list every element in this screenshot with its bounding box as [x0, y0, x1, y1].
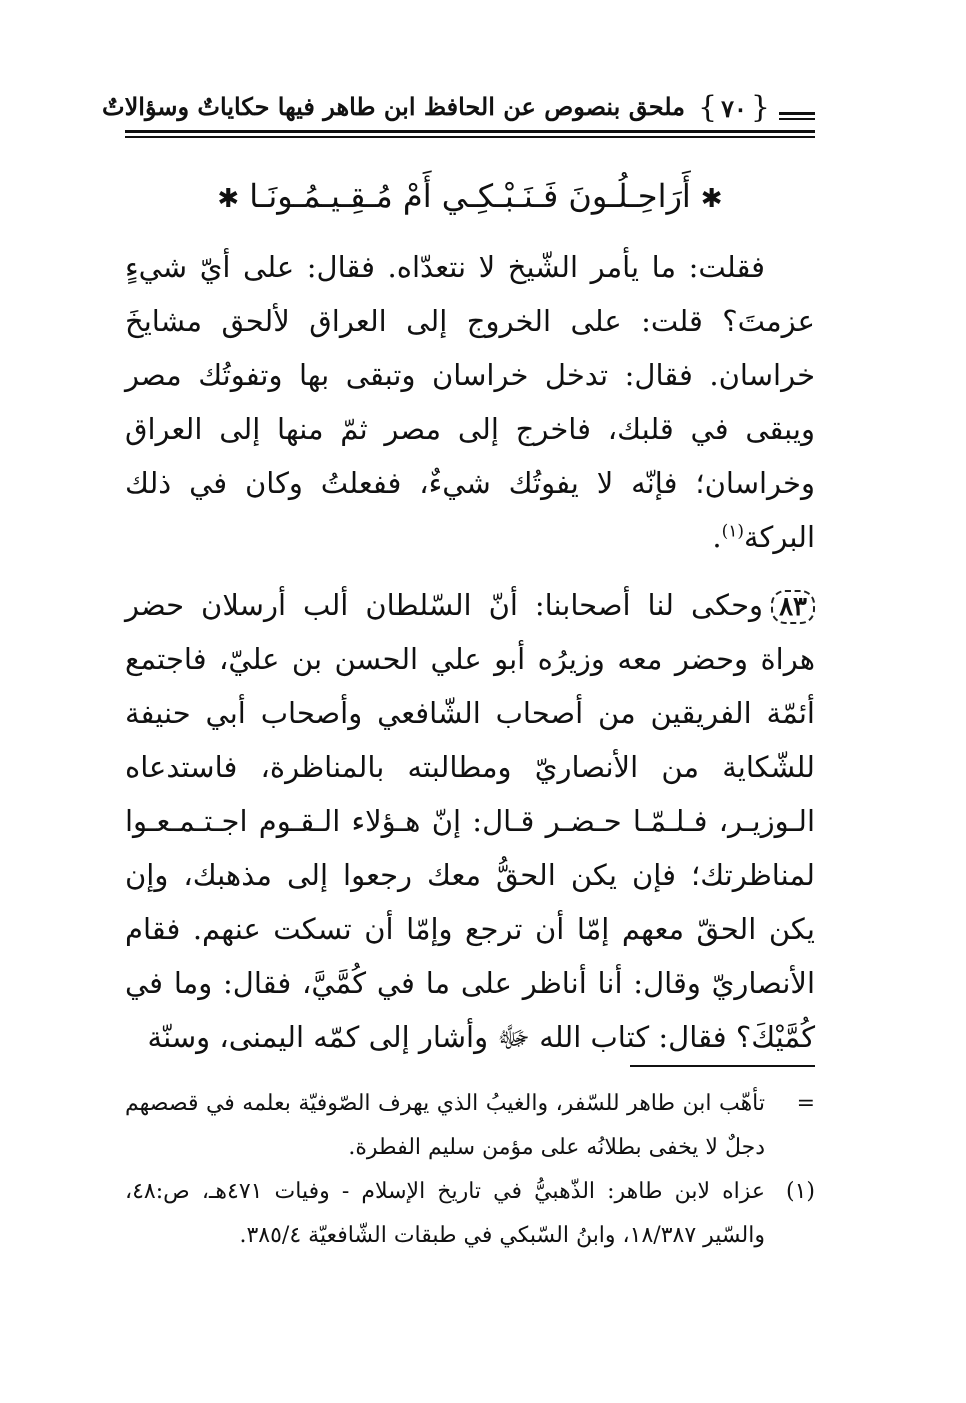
paragraph-text: وحكى لنا أصحابنا: أنّ السّلطان ألب أرسلان حضر هراة وحضر معه وزيرُه أبو علي الحسن بن عليّ، فاجتمع أئمّة الفريقين من أصحاب الشّافعي وأصحاب أبي حنيفة للشّكاية من الأنصاريّ ومطالبته بالمناظرة، فاستدعاه الـوزيـر، فـلـمّـا حـضـر قـال: إنّ هـؤلاء الـقـوم اجـتـمـعـوا لمناظرتك؛ فإن يكن الحقُّ معك رجعوا إلى مذهبك، وإن يكن الحقّ معهم إمّا أن ترجع وإمّا أن تسكت عنهم. فقام الأنصاريّ وقال: أنا أناظر على ما في كُمَّيَّ، فقال: وما في كُمَّيْكَ؟ فقال: كتاب الله ﷻ وأشار إلى كمّه اليمنى، وسنّة [125, 588, 815, 1054]
footnote-text: تأهّب ابن طاهر للسّفر، والغيبُ الذي يهرف الصّوفيّة بعلمه في قصصهم دجلٌ لا يخفى بطلانُه على مؤمن سليم الفطرة. [125, 1091, 765, 1160]
footnote-text: عزاه لابن طاهر: الذّهبيُّ في تاريخ الإسلام - وفيات ٤٧١هـ، ص:٤٨، والسّير ١٨/٣٨٧، وابنُ السّبكي في طبقات الشّافعيّة ٣٨٥/٤. [125, 1179, 765, 1248]
poetry-verse [125, 170, 815, 225]
header-rule [125, 130, 815, 133]
verse-text: أَرَاحِـلُـونَ فَـنَـبْـكِـي أَمْ مُـقِـيـمُـونَـا [249, 177, 691, 215]
running-title: ملحق بنصوص عن الحافظ ابن طاهر فيها حكاياتٌ وسؤالاتٌ [102, 92, 685, 121]
paragraph-text: فقلت: ما يأمر الشّيخ لا نتعدّاه. فقال: على أيّ شيءٍ عزمتَ؟ قلت: على الخروج إلى العراق لألحق مشايخَ خراسان. فقال: تدخل خراسان وتبقى بها وتفوتُك مصر ويبقى في قلبك، فاخرج إلى مصر ثمّ منها إلى العراق وخراسان؛ فإنّه لا يفوتُك شيءٌ، ففعلتُ وكان في ذلك البركة [125, 250, 815, 554]
footnote-marker: (١) [785, 1179, 815, 1204]
header-dash-ornament-lower [779, 118, 815, 120]
main-text [125, 240, 815, 1064]
star-ornament-left: ✱ [217, 184, 240, 214]
footnote-separator [630, 1065, 815, 1067]
right-brace-ornament: } [750, 90, 770, 125]
page-number: ٧٠ [721, 93, 747, 123]
footnote-reference: (١) [721, 521, 744, 542]
footnotes [125, 1082, 815, 1258]
page-number-box [697, 90, 771, 126]
running-header [102, 90, 815, 142]
footnote [125, 1170, 815, 1258]
left-brace-ornament: { [698, 90, 718, 125]
star-ornament-right: ✱ [700, 184, 723, 214]
section-number-badge: ٨٣ [771, 590, 815, 624]
paragraph [125, 240, 815, 564]
header-dash-ornament [779, 112, 815, 115]
footnote [125, 1082, 815, 1170]
header-rule-double [125, 136, 815, 138]
paragraph-end-punctuation: . [712, 520, 722, 554]
paragraph [125, 578, 815, 1064]
footnote-marker: = [796, 1091, 815, 1116]
